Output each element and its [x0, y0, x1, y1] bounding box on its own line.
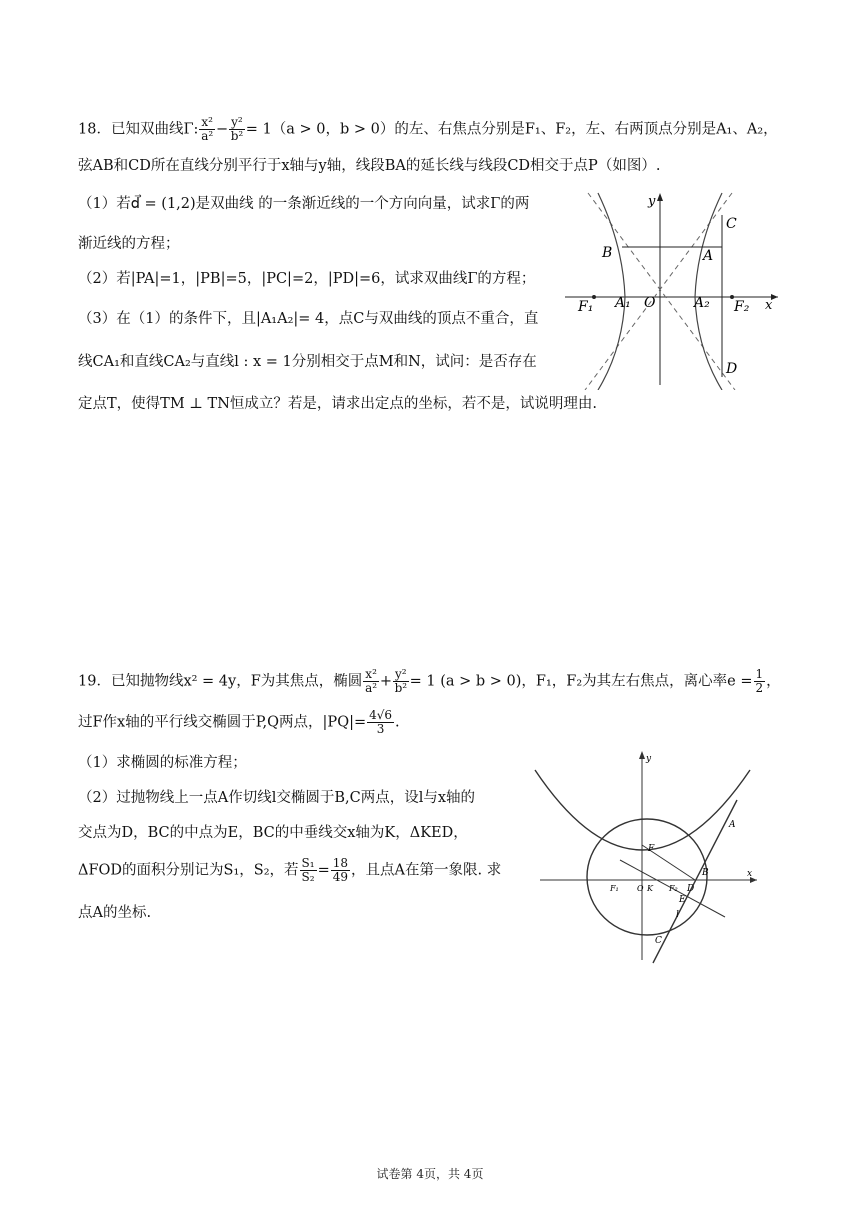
label-d: D	[687, 884, 695, 894]
label-a1: A₁	[615, 295, 631, 311]
q19-frac-y: $\frac{\text{y²}}{\text{b²}}$	[394, 667, 408, 695]
label-a: A	[729, 820, 736, 830]
q18-line-7: 线CA₁和直线CA₂与直线l : x = 1分别相交于点M和N，试问：是否存在	[78, 354, 537, 370]
q19-line-6-a: ΔFOD的面积分别记为S₁，S₂，若	[78, 862, 299, 879]
label-y: y	[648, 194, 656, 209]
label-f: F	[648, 844, 655, 854]
q18-line-1-b: （a > 0，b > 0）的左、右焦点分别是F₁、F₂，左、右两顶点分别是A₁、A₂，	[271, 121, 778, 138]
q19-line-3: （1）求椭圆的标准方程；	[78, 755, 247, 771]
q18-line-1-a: 18．已知双曲线Γ:	[78, 121, 199, 138]
q19-frac-pq: $\frac{4√6}{3}$	[369, 708, 393, 736]
label-b: B	[602, 245, 613, 261]
tangent-line	[653, 800, 737, 963]
label-o: O	[637, 884, 644, 893]
label-d: D	[726, 361, 738, 377]
right-branch	[695, 193, 722, 390]
q18-line-8: 定点T，使得TM ⊥ TN恒成立？若是，请求出定点的坐标，若不是，试说明理由.	[78, 396, 598, 412]
label-x: x	[747, 869, 753, 879]
q19-line-1-a: 19．已知抛物线x² = 4y，F为其焦点，椭圆	[78, 673, 363, 690]
q18-line-6: （3）在（1）的条件下，且|A₁A₂|= 4，点C与双曲线的顶点不重合，直	[78, 311, 539, 327]
ellipse	[587, 819, 707, 935]
label-o: O	[644, 295, 656, 311]
label-a2: A₂	[694, 295, 710, 311]
q19-frac-ratio: $\frac{18}{49}$	[332, 856, 349, 884]
label-c: C	[726, 216, 737, 232]
q18-frac-x: $\frac{\text{x²}}{\text{a²}}$	[201, 115, 214, 143]
label-l: l	[676, 910, 679, 920]
q19-line-5: 交点为D，BC的中点为E，BC的中垂线交x轴为K，ΔKED，	[78, 825, 468, 841]
label-f2: F₂	[669, 884, 678, 893]
label-a: A	[703, 248, 714, 264]
label-k: K	[647, 884, 653, 893]
q18-hyperbola-figure	[560, 185, 785, 390]
q19-line-1-b: (a > b > 0)，F₁，F₂为其左右焦点，离心率e =	[440, 673, 753, 690]
q19-line-4: （2）过抛物线上一点A作切线l交椭圆于B,C两点，设l与x轴的	[78, 790, 476, 806]
label-b: B	[702, 868, 709, 878]
q18-frac-y: $\frac{\text{y²}}{\text{b²}}$	[230, 115, 244, 143]
label-e: E	[679, 895, 686, 905]
q19-frac-e: $\frac{1}{2}$	[755, 667, 764, 695]
label-f2: F₂	[734, 299, 750, 315]
q19-line-7: 点A的坐标.	[78, 905, 152, 921]
q19-frac-s: $\frac{\text{S₁}}{\text{S₂}}$	[301, 856, 315, 884]
q19-line-6: ΔFOD的面积分别记为S₁，S₂，若 $\frac{\text{S₁}}{\text{S₂}}$ = $\frac{18}{49}$ ，且点A在第一象限. 求	[78, 856, 502, 884]
q19-line-2-text: 过F作x轴的平行线交椭圆于P,Q两点，|PQ|=	[78, 714, 367, 731]
q18-line-4: 渐近线的方程；	[78, 236, 180, 252]
q19-line-6-b: ，且点A在第一象限. 求	[351, 862, 502, 879]
label-f1: F₁	[578, 299, 594, 315]
q19-line-1: 19．已知抛物线x² = 4y，F为其焦点，椭圆 $\frac{\text{x²}}{\text{a²}}$ + $\frac{\text{y²}}{\text{b²}}$ = 1 (a > b > 0)，F₁，F₂为其左右焦点，离心率e = $\frac{1}{2}$ ，	[78, 667, 781, 695]
q18-line-3: （1）若d⃗ = (1,2)是双曲线 的一条渐近线的一个方向向量，试求Γ的两	[78, 196, 530, 212]
q18-line-5: （2）若|PA|=1，|PB|=5，|PC|=2，|PD|=6，试求双曲线Γ的方程；	[78, 271, 536, 287]
q19-frac-x: $\frac{\text{x²}}{\text{a²}}$	[365, 667, 378, 695]
label-f1: F₁	[610, 884, 619, 893]
q18-line-1: 18．已知双曲线Γ: $\frac{\text{x²}}{\text{a²}}$ − $\frac{\text{y²}}{\text{b²}}$ = 1（a > 0，b > 0）的左、右焦点分别是F₁、F₂，左、右两顶点分别是A₁、A₂，	[78, 115, 778, 143]
q18-line-2: 弦AB和CD所在直线分别平行于x轴与y轴，线段BA的延长线与线段CD相交于点P（如图）.	[78, 158, 661, 174]
q19-parabola-ellipse-figure	[525, 745, 770, 965]
label-c: C	[655, 936, 662, 946]
left-branch	[598, 193, 625, 390]
label-y: y	[646, 754, 652, 764]
page-footer: 试卷第 4页，共 4页	[376, 1167, 484, 1181]
q19-line-2: 过F作x轴的平行线交椭圆于P,Q两点，|PQ|= $\frac{4√6}{3}$ .	[78, 708, 400, 736]
label-x: x	[765, 298, 773, 313]
